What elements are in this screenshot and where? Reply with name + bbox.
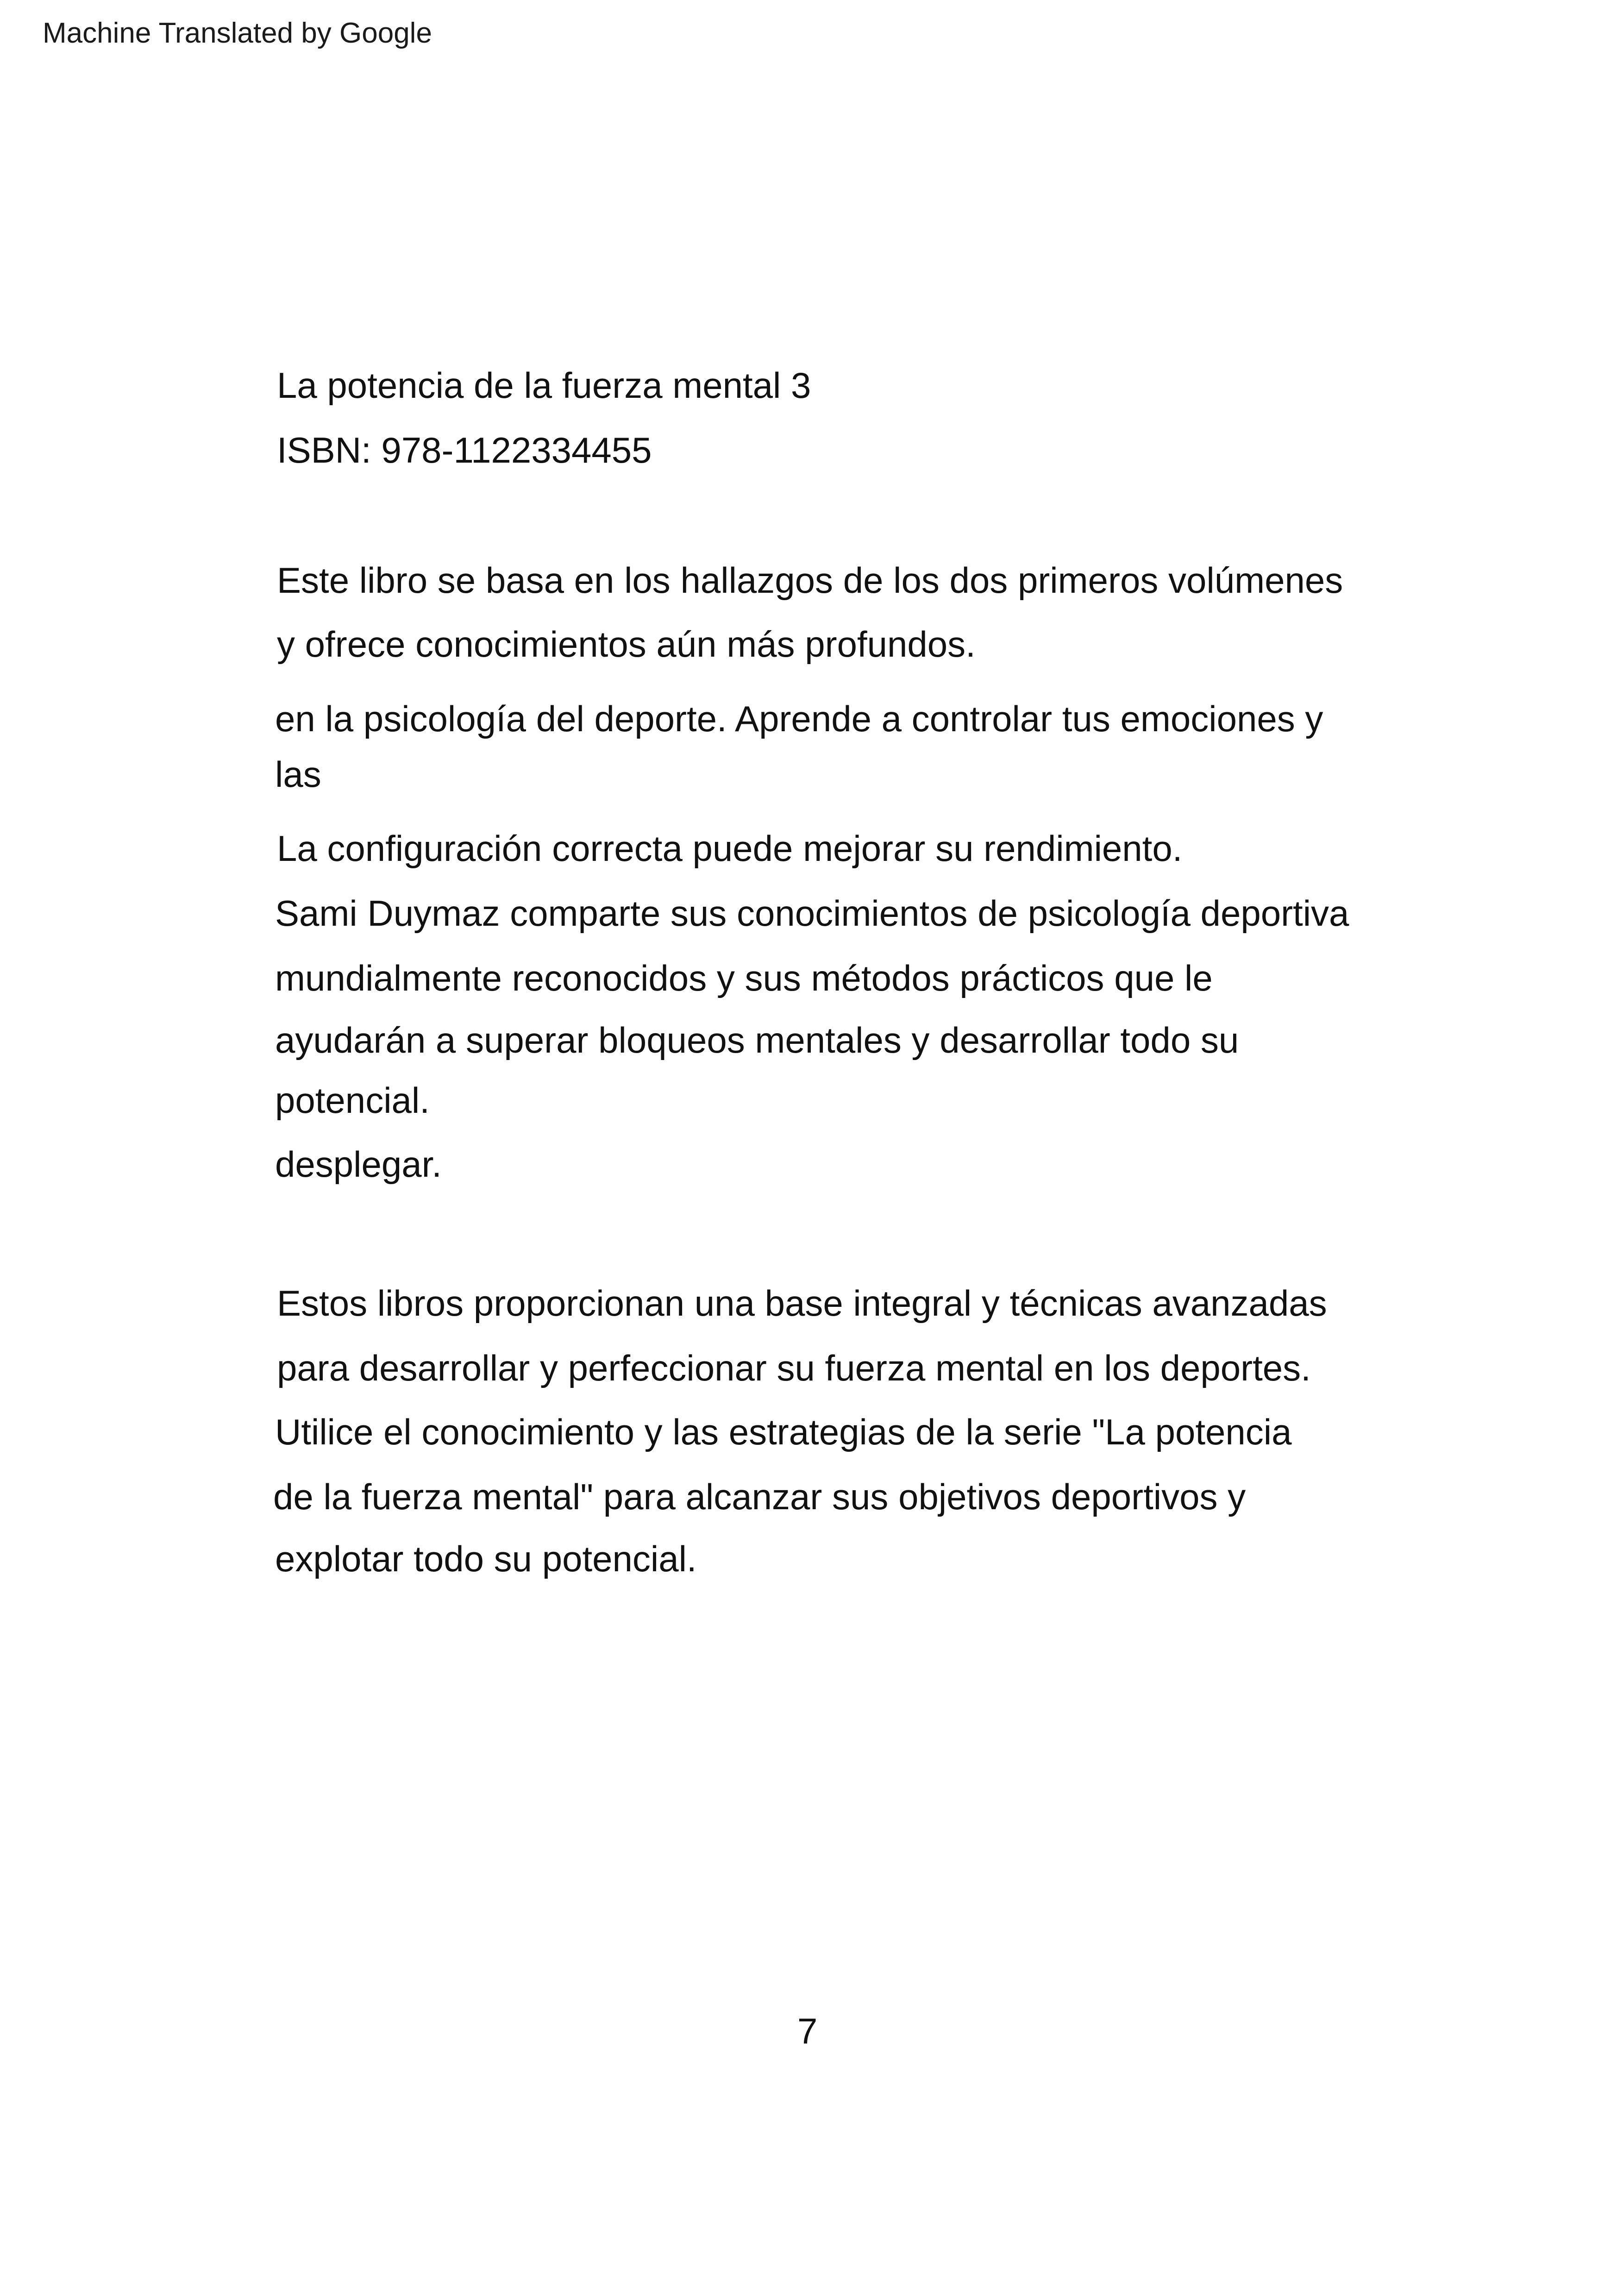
book-isbn: ISBN: 978-1122334455 <box>277 430 652 470</box>
paragraph-2-line-1: Estos libros proporcionan una base integral y técnicas avanzadas <box>277 1283 1327 1324</box>
paragraph-2-line-2: para desarrollar y perfeccionar su fuerza mental en los deportes. <box>277 1348 1311 1388</box>
paragraph-1-line-9: potencial. <box>275 1080 430 1121</box>
paragraph-2-line-3: Utilice el conocimiento y las estrategias de la serie "La potencia <box>275 1411 1292 1452</box>
paragraph-1-line-2: y ofrece conocimientos aún más profundos. <box>277 624 976 665</box>
paragraph-1-line-4: las <box>275 754 321 795</box>
paragraph-1-line-6: Sami Duymaz comparte sus conocimientos de psicología deportiva <box>275 893 1349 934</box>
paragraph-1-line-10: desplegar. <box>275 1144 442 1185</box>
paragraph-2-line-5: explotar todo su potencial. <box>275 1538 697 1579</box>
paragraph-1-line-1: Este libro se basa en los hallazgos de los dos primeros volúmenes <box>277 560 1343 601</box>
paragraph-1-line-8: ayudarán a superar bloqueos mentales y desarrollar todo su <box>275 1020 1239 1060</box>
machine-translation-banner: Machine Translated by Google <box>43 17 432 49</box>
book-title: La potencia de la fuerza mental 3 <box>277 365 811 406</box>
paragraph-1-line-3: en la psicología del deporte. Aprende a controlar tus emociones y <box>275 698 1323 739</box>
paragraph-1-line-5: La configuración correcta puede mejorar su rendimiento. <box>277 828 1183 869</box>
page-number: 7 <box>797 2011 818 2051</box>
paragraph-2-line-4: de la fuerza mental" para alcanzar sus objetivos deportivos y <box>273 1476 1246 1517</box>
paragraph-1-line-7: mundialmente reconocidos y sus métodos prácticos que le <box>275 958 1213 998</box>
